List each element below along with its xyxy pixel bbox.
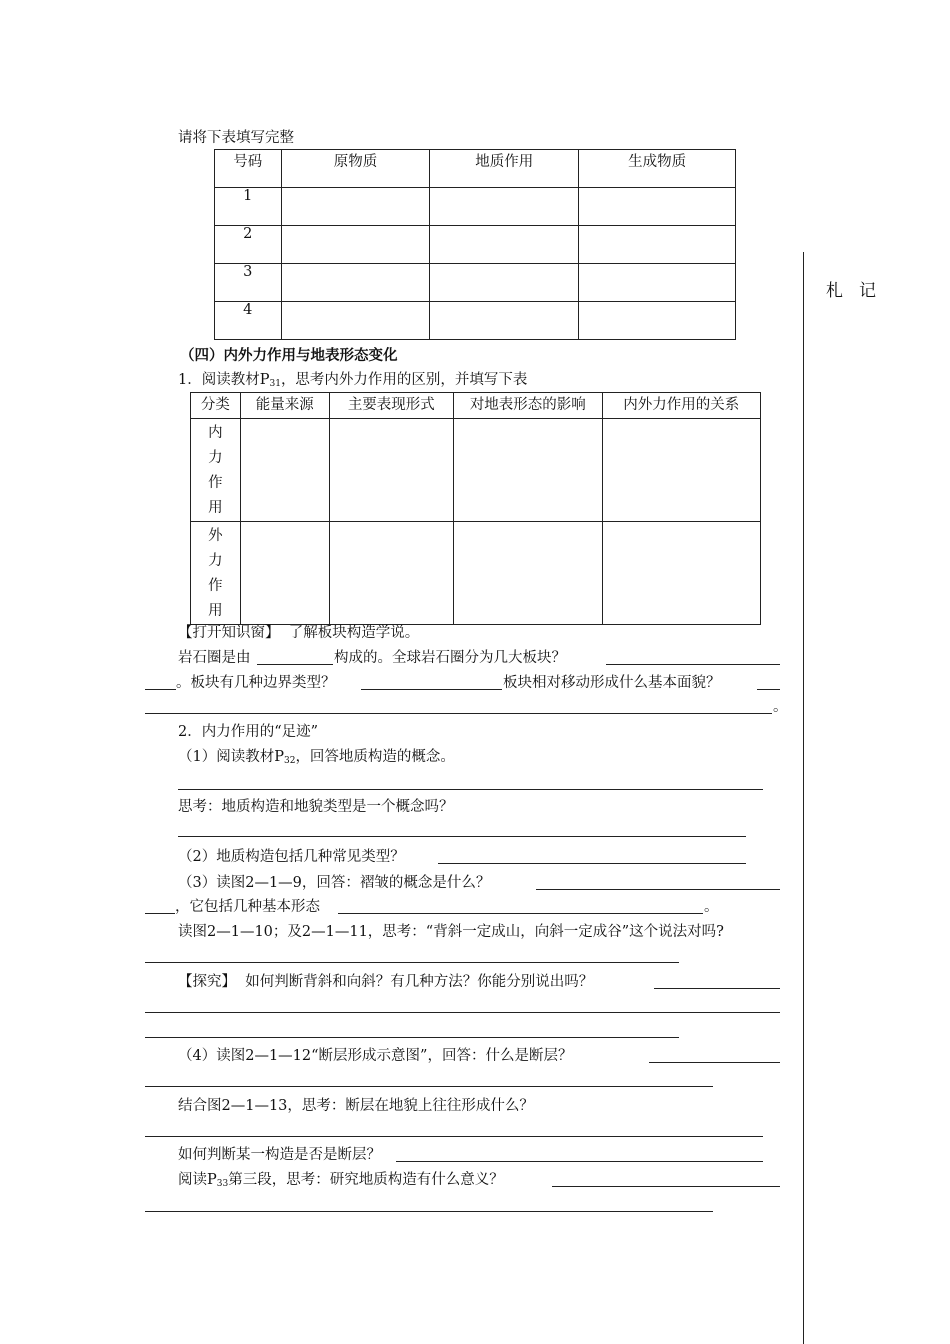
q1-sub: 32 — [283, 756, 296, 766]
answer-blank[interactable] — [606, 664, 780, 665]
q1-prefix: 1．阅读教材P — [178, 372, 270, 388]
answer-blank[interactable] — [361, 689, 502, 690]
table2 — [190, 392, 761, 625]
table-row — [215, 226, 736, 264]
table-row — [191, 419, 761, 522]
section2-title: 2．内力作用的“足迹” — [178, 724, 319, 740]
inner-char: 作 — [208, 475, 223, 491]
answer-blank[interactable] — [145, 713, 772, 714]
answer-blank[interactable] — [654, 988, 780, 989]
table2-cell[interactable] — [329, 522, 454, 625]
table1-header-process: 地质作用 — [430, 150, 579, 188]
q33-suffix: 第三段，思考：研究地质构造有什么意义？ — [228, 1172, 504, 1188]
table1-caption: 请将下表填写完整 — [178, 130, 294, 146]
section2-q1 — [178, 747, 455, 771]
answer-blank[interactable] — [338, 913, 703, 914]
answer-blank[interactable] — [145, 1012, 780, 1013]
inner-char: 内 — [208, 425, 223, 441]
notes-divider — [803, 252, 804, 1344]
table-row — [191, 522, 761, 625]
table2-row-outer-label — [191, 522, 241, 625]
section2-qfault: 如何判断某一构造是否是断层？ — [178, 1147, 381, 1163]
answer-blank[interactable] — [536, 889, 780, 890]
knowledge-subtitle: 了解板块构造学说。 — [288, 625, 420, 641]
table1-cell[interactable] — [579, 264, 736, 302]
answer-blank[interactable] — [145, 689, 176, 690]
section2-q3b-end: 。 — [704, 899, 719, 915]
answer-blank[interactable] — [145, 913, 175, 914]
section2-q4: （4）读图2—1—12“断层形成示意图”，回答：什么是断层？ — [178, 1048, 573, 1064]
table-row — [215, 264, 736, 302]
table2-header-energy: 能量来源 — [240, 393, 329, 419]
answer-blank[interactable] — [145, 1211, 713, 1212]
answer-blank[interactable] — [757, 689, 780, 690]
table1-row-number: 1 — [215, 188, 282, 226]
section2-read10: 读图2—1—10；及2—1—11，思考：“背斜一定成山，向斜一定成谷”这个说法对吗? — [178, 924, 724, 940]
table1-cell[interactable] — [430, 302, 579, 340]
table2-cell[interactable] — [240, 522, 329, 625]
section4-question1 — [178, 370, 527, 394]
table2-header-category: 分类 — [191, 393, 241, 419]
table1-cell[interactable] — [281, 264, 430, 302]
table1-cell[interactable] — [579, 226, 736, 264]
q1-prefix: （1）阅读教材P — [178, 749, 284, 765]
explore-question: 如何判断背斜和向斜？有几种方法？你能分别说出吗？ — [245, 974, 594, 990]
inner-char: 用 — [208, 500, 223, 516]
outer-char: 力 — [208, 553, 223, 569]
section4-heading: （四）内外力作用与地表形态变化 — [180, 348, 398, 364]
answer-blank[interactable] — [257, 664, 333, 665]
answer-blank[interactable] — [396, 1161, 763, 1162]
table1-cell[interactable] — [281, 302, 430, 340]
table2-cell[interactable] — [240, 419, 329, 522]
table2-cell[interactable] — [454, 522, 602, 625]
knowledge-line1a: 岩石圈是由 — [178, 650, 251, 666]
section2-explore — [178, 972, 593, 992]
table2-cell[interactable] — [454, 419, 602, 522]
section2-q2: （2）地质构造包括几种常见类型？ — [178, 849, 405, 865]
table1-cell[interactable] — [579, 302, 736, 340]
section2-q3b: ，它包括几种基本形态 — [175, 899, 320, 915]
table2-header-form: 主要表现形式 — [329, 393, 454, 419]
answer-blank[interactable] — [649, 1062, 780, 1063]
q33-prefix: 阅读P — [178, 1172, 217, 1188]
outer-char: 外 — [208, 528, 223, 544]
section2-q13: 结合图2—1—13，思考：断层在地貌上往往形成什么？ — [178, 1098, 534, 1114]
table2-cell[interactable] — [602, 419, 760, 522]
outer-char: 用 — [208, 603, 223, 619]
knowledge-window — [178, 623, 419, 643]
knowledge-title: 【打开知识窗】 — [178, 625, 280, 641]
q33-sub: 33 — [216, 1179, 229, 1189]
answer-blank[interactable] — [438, 863, 746, 864]
table-row — [215, 188, 736, 226]
table2-cell[interactable] — [329, 419, 454, 522]
outer-char: 作 — [208, 578, 223, 594]
section2-q3: （3）读图2—1—9，回答：褶皱的概念是什么？ — [178, 875, 491, 891]
table2-header-relation: 内外力作用的关系 — [602, 393, 760, 419]
q1-sub: 31 — [269, 379, 281, 389]
section2-q33 — [178, 1170, 504, 1194]
explore-tag: 【探究】 — [178, 974, 236, 990]
answer-blank[interactable] — [178, 789, 763, 790]
q1-suffix: ，思考内外力作用的区别，并填写下表 — [280, 372, 528, 388]
table1-row-number: 2 — [215, 226, 282, 264]
answer-blank[interactable] — [178, 836, 746, 837]
knowledge-line1b: 构成的。全球岩石圈分为几大板块？ — [334, 650, 566, 666]
table1-header-result: 生成物质 — [579, 150, 736, 188]
table1-cell[interactable] — [579, 188, 736, 226]
notes-label: 札记 — [826, 281, 892, 301]
table2-row-inner-label — [191, 419, 241, 522]
table-row — [215, 302, 736, 340]
answer-blank[interactable] — [145, 962, 679, 963]
inner-char: 力 — [208, 450, 223, 466]
q1-suffix: ，回答地质构造的概念。 — [295, 749, 455, 765]
table1-row-number: 4 — [215, 302, 282, 340]
table1-cell[interactable] — [430, 264, 579, 302]
answer-blank[interactable] — [552, 1186, 780, 1187]
answer-blank[interactable] — [145, 1037, 679, 1038]
table1-cell[interactable] — [281, 226, 430, 264]
table2-header-impact: 对地表形态的影响 — [454, 393, 602, 419]
table1-cell[interactable] — [430, 188, 579, 226]
table1-cell[interactable] — [430, 226, 579, 264]
table1-header-number: 号码 — [215, 150, 282, 188]
knowledge-line2b: 板块相对移动形成什么基本面貌？ — [503, 675, 721, 691]
answer-blank[interactable] — [145, 1086, 713, 1087]
table1 — [214, 149, 736, 340]
knowledge-line2a: 。板块有几种边界类型？ — [176, 675, 336, 691]
answer-blank[interactable] — [145, 1136, 763, 1137]
knowledge-end: 。 — [773, 699, 788, 715]
table1-header-original: 原物质 — [281, 150, 430, 188]
table2-cell[interactable] — [602, 522, 760, 625]
section2-think1: 思考：地质构造和地貌类型是一个概念吗？ — [178, 799, 454, 815]
table1-cell[interactable] — [281, 188, 430, 226]
table1-row-number: 3 — [215, 264, 282, 302]
